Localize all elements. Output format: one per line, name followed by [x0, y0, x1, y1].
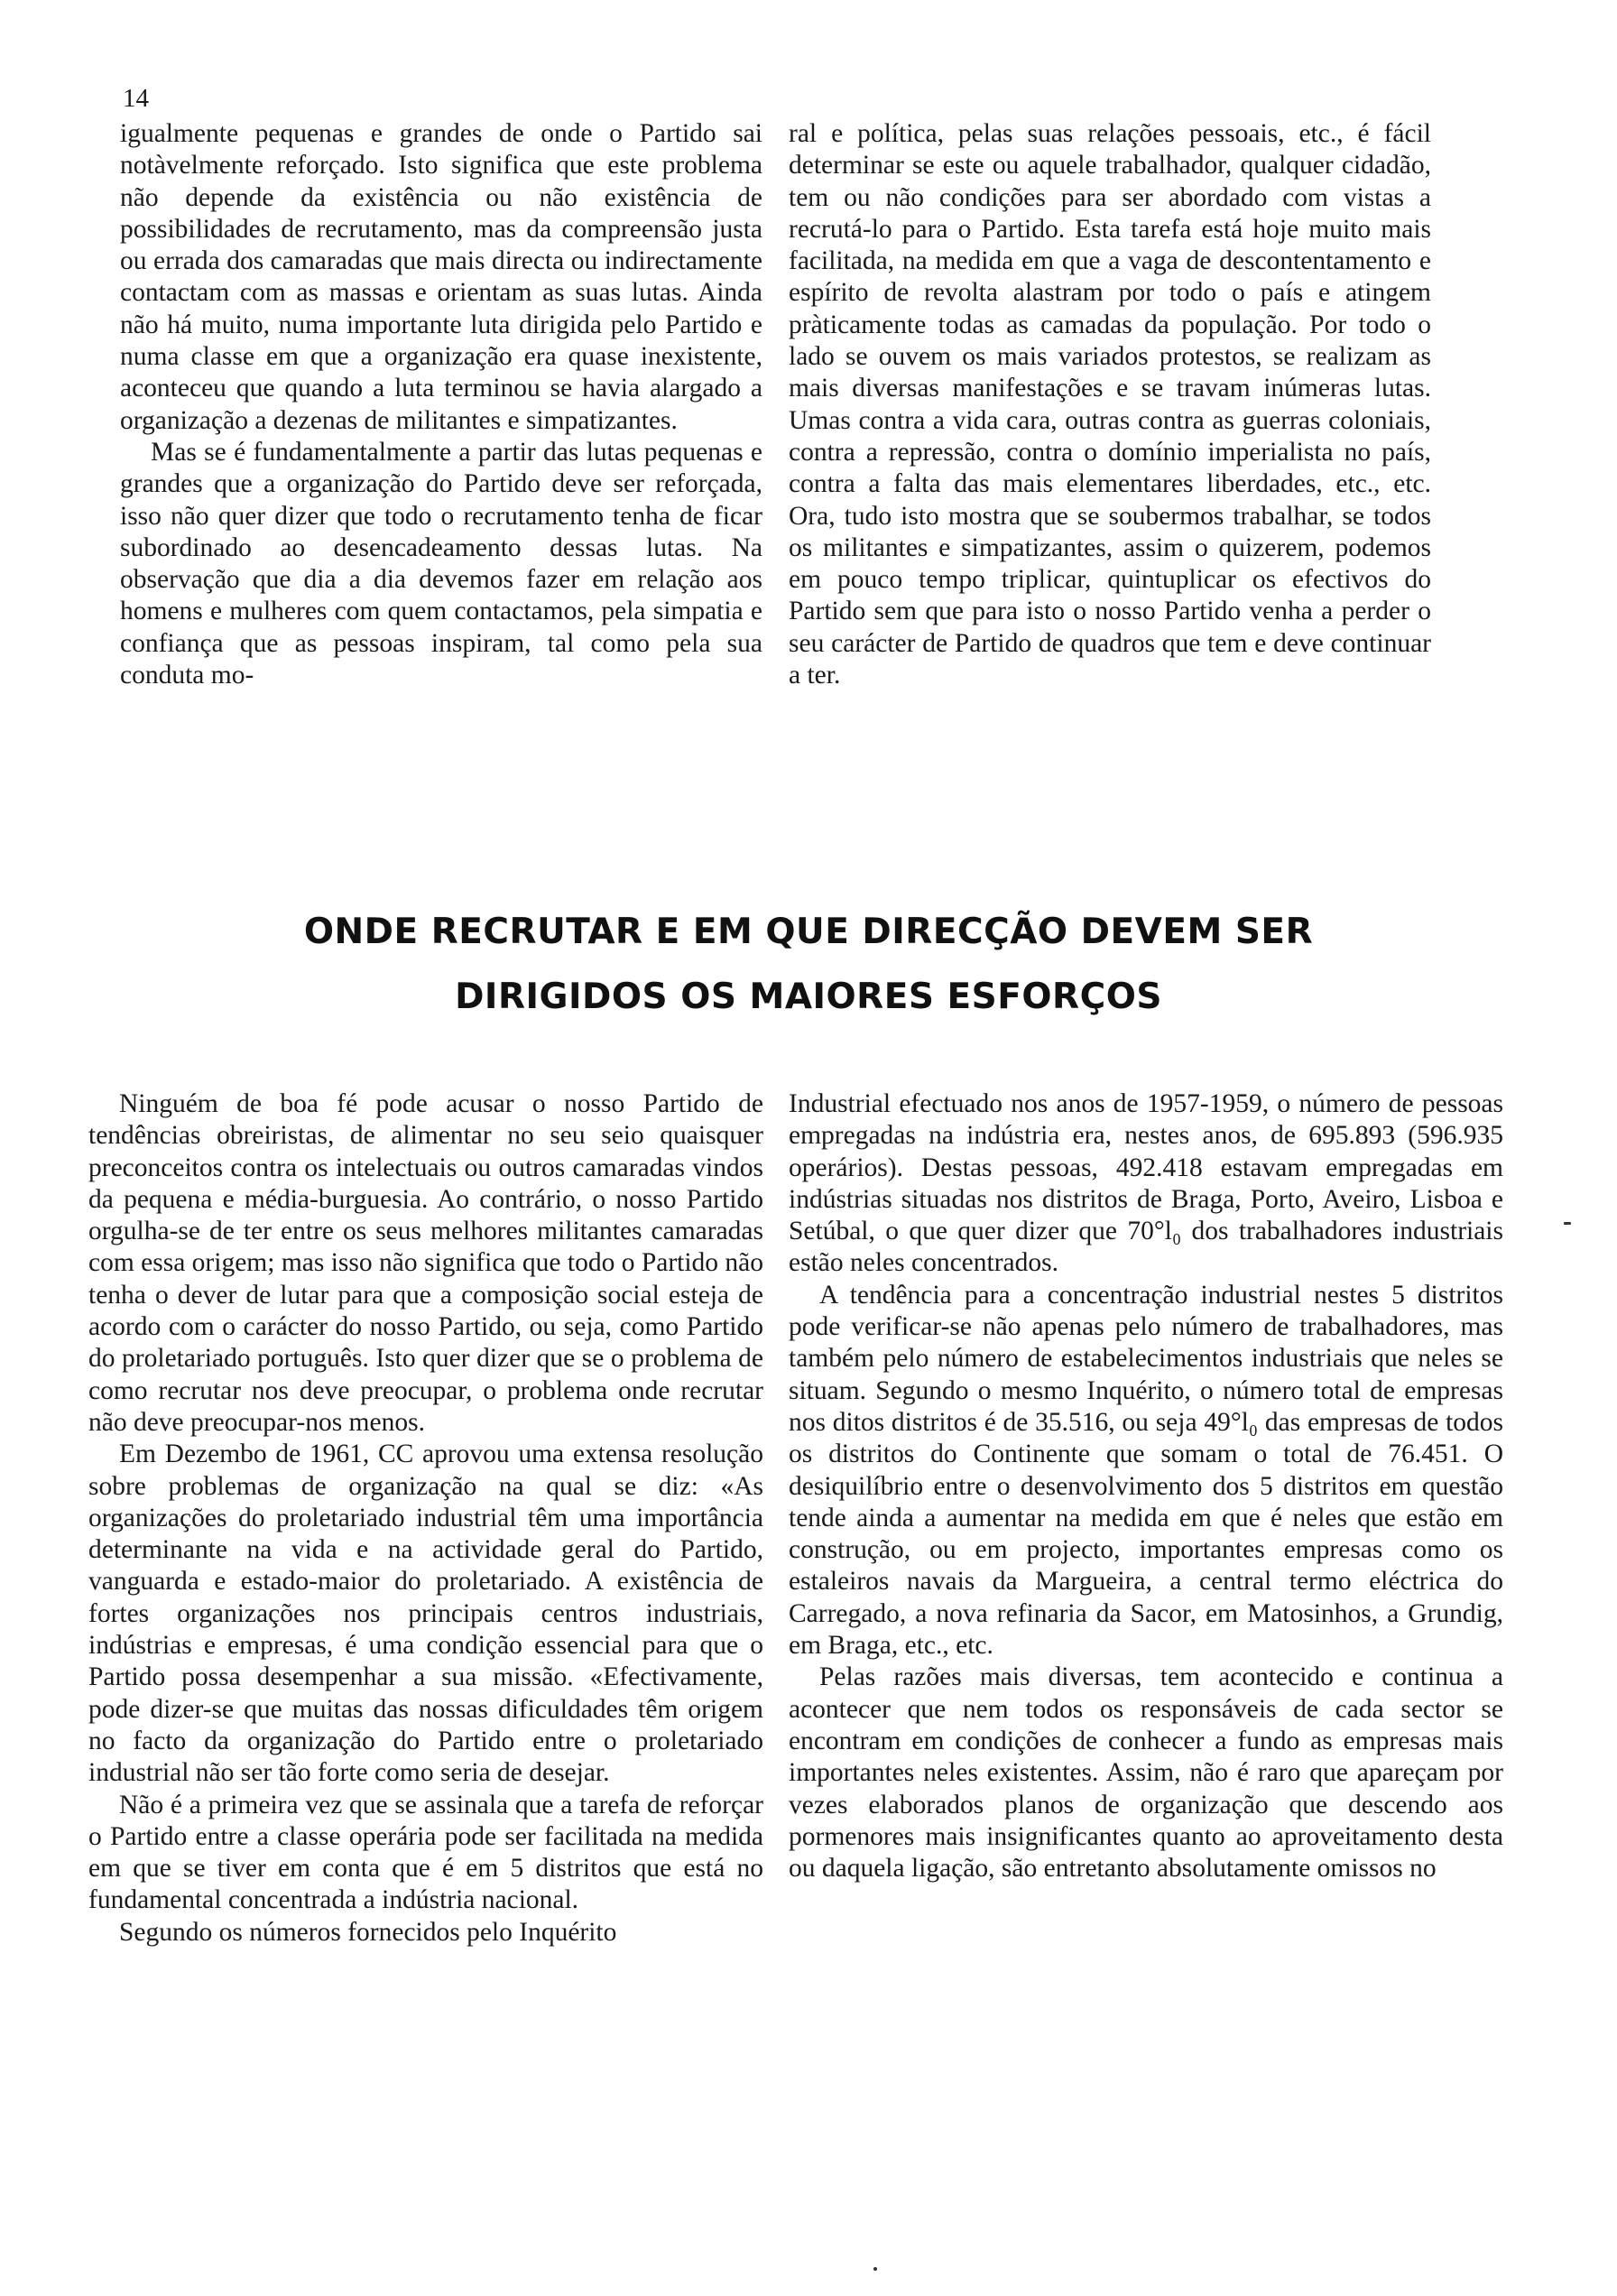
paragraph: Em Dezembo de 1961, CC aprovou uma extensa resolução sobre problemas de organização na qual se diz: «As organizações do proletariado industrial têm uma importância determinante na vida e na actividade geral do Partido, vanguarda e estado-maior do proletariado. A existência de fortes organizações nos principais centros industriais, indústrias e empresas, é uma condição essencial para que o Partido possa desempenhar a sua missão. «Efectivamente, pode dizer-se que muitas das nossas dificuldades têm origem no facto da organização do Partido entre o proletariado industrial não ser tão forte como seria de desejar. — [88, 1440, 763, 1788]
bottom-left-column — [88, 1088, 763, 1949]
print-speck — [1564, 1222, 1571, 1225]
paragraph: Mas se é fundamentalmente a partir das lutas pequenas e grandes que a organização do Partido deve ser reforçada, isso não quer dizer que todo o recrutamento tenha de ficar subordinado ao desencadeamento dessas lutas. Na observação que dia a dia devemos fazer em relação aos homens e mulheres com quem contactamos, pela simpatia e confiança que as pessoas inspiram, tal como pela sua conduta mo- — [120, 437, 762, 690]
paragraph: Industrial efectuado nos anos de 1957-1959, o número de pessoas empregadas na indústria era, nestes anos, de 695.893 (596.935 operários). Destas pessoas, 492.418 estavam empregadas em indústrias situadas nos distritos de Braga, Porto, Aveiro, Lisboa e Setúbal, o que quer dizer que 70°l₀ dos trabalhadores industriais estão neles concentrados. — [789, 1089, 1503, 1278]
section-heading-line-1: ONDE RECRUTAR E EM QUE DIRECÇÃO DEVEM SER — [303, 912, 1314, 952]
paragraph: Segundo os números fornecidos pelo Inquérito — [119, 1917, 617, 1947]
paragraph: Não é a primeira vez que se assinala que a tarefa de reforçar o Partido entre a classe operária pode ser facilitada na medida em que se tiver em conta que é em 5 distritos que está no fundamental concentrada a indústria nacional. — [88, 1790, 763, 1915]
paragraph: A tendência para a concentração industrial nestes 5 distritos pode verificar-se não apenas pelo número de trabalhadores, mas também pelo número de estabelecimentos industriais que neles se situam. Segundo o mesmo Inquérito, o número total de empresas nos ditos distritos é de 35.516, ou seja 49°l₀ das empresas de todos os distritos do Continente que somam o total de 76.451. O desiquilíbrio entre o desenvolvimento dos 5 distritos em questão tende ainda a aumentar na medida em que é neles que estão em construção, ou em projecto, importantes empresas como os estaleiros navais da Margueira, a central termo eléctrica do Carregado, a nova refinaria da Sacor, em Matosinhos, a Grundig, em Braga, etc., etc. — [789, 1280, 1503, 1661]
paragraph: Pelas razões mais diversas, tem acontecido e continua a acontecer que nem todos os responsáveis de cada sector se encontram em condições de conhecer a fundo as empresas mais importantes neles existentes. Assim, não é raro que apareçam por vezes elaborados planos de organização que descendo aos pormenores mais insignificantes quanto ao aproveitamento desta ou daquela ligação, são entretanto absolutamente omissos no — [789, 1662, 1503, 1884]
print-speck — [873, 2267, 877, 2271]
top-right-column — [789, 118, 1431, 691]
paragraph: ral e política, pelas suas relações pessoais, etc., é fácil determinar se este ou aquele trabalhador, qualquer cidadão, tem ou não condições para ser abordado com vistas a recrutá-lo para o Partido. Esta tarefa está hoje muito mais facilitada, na medida em que a vaga de descontentamento e espírito de revolta alastram por todo o país e atingem pràticamente todas as camadas da população. Por todo o lado se ouvem os mais variados protestos, se realizam as mais diversas manifestações e se travam inúmeras lutas. Umas contra a vida cara, outras contra as guerras coloniais, contra a repressão, contra o domínio imperialista no país, contra a falta das mais elementares liberdades, etc., etc. Ora, tudo isto mostra que se soubermos trabalhar, se todos os militantes e simpatizantes, assim o quizerem, podemos em pouco tempo triplicar, quintuplicar os efectivos do Partido sem que para isto o nosso Partido venha a perder o seu carácter de Partido de quadros que tem e deve continuar a ter. — [789, 119, 1431, 690]
section-heading-line-2: DIRIGIDOS OS MAIORES ESFORÇOS — [455, 977, 1162, 1017]
paragraph: Ninguém de boa fé pode acusar o nosso Partido de tendências obreiristas, de alimentar no seu seio quaisquer preconceitos contra os intelectuais ou outros camaradas vindos da pequena e média-burguesia. Ao contrário, o nosso Partido orgulha-se de ter entre os seus melhores militantes camaradas com essa origem; mas isso não significa que todo o Partido não tenha o dever de lutar para que a composição social esteja de acordo com o carácter do nosso Partido, ou seja, como Partido do proletariado português. Isto quer dizer que se o problema de como recrutar nos deve preocupar, o problema onde recrutar não deve preocupar-nos menos. — [88, 1089, 764, 1437]
paragraph: igualmente pequenas e grandes de onde o Partido sai notàvelmente reforçado. Isto significa que este problema não depende da existência ou não existência de possibilidades de recrutamento, mas da compreensão justa ou errada dos camaradas que mais directa ou indirectamente contactam com as massas e orientam as suas lutas. Ainda não há muito, numa importante luta dirigida pelo Partido e numa classe em que a organização era quase inexistente, aconteceu que quando a luta terminou se havia alargado a organização a dezenas de militantes e simpatizantes. — [120, 119, 762, 435]
page-number: 14 — [123, 84, 149, 113]
top-left-column — [120, 118, 762, 691]
bottom-right-column — [789, 1088, 1503, 1884]
